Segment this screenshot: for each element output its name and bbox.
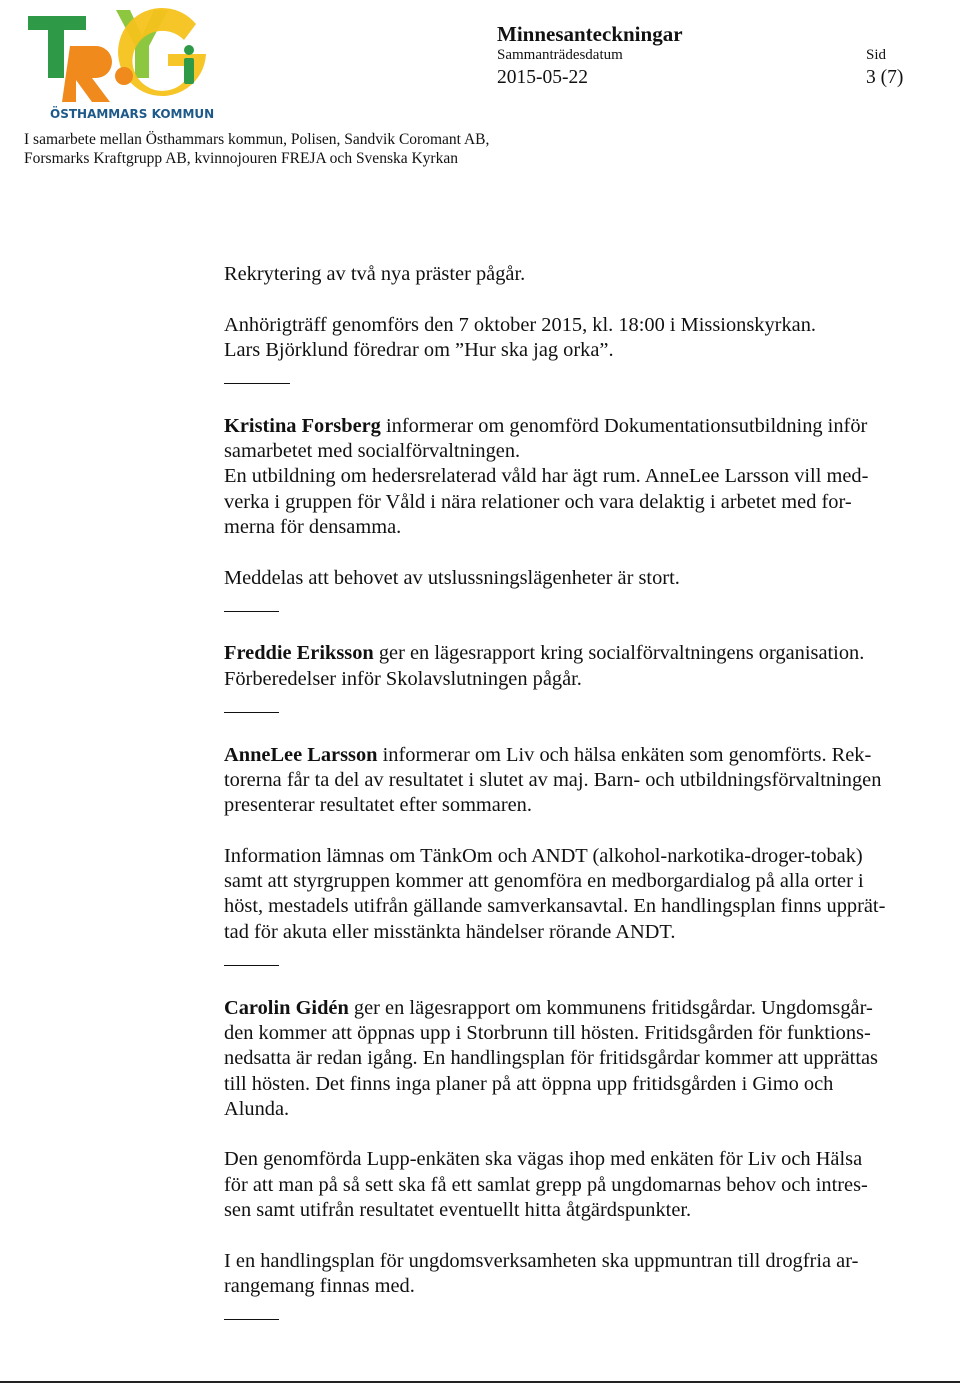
paragraph-relatives-meeting: Anhörigträff genomförs den 7 oktober 2015, kl. 18:00 i Missionskyrkan. [224,313,817,336]
section-separator [224,1299,940,1324]
paragraph-freddie: Freddie Eriksson ger en lägesrapport kring socialförvaltningens organisation. [224,642,865,665]
logo-letter-t-stem [48,16,64,78]
logo-text: ÖSTHAMMARS KOMMUN [50,107,214,121]
meeting-date: 2015-05-22 [497,67,588,88]
speaker-name: Freddie Eriksson [224,642,374,665]
logo-letter-i [184,58,194,84]
paragraph-kristina: Kristina Forsberg informerar om genomförd Dokumentationsutbildning inför [224,414,868,437]
meeting-date-label: Sammanträdesdatum [497,47,623,63]
minutes-body [224,262,940,1324]
paragraph-line: presenterar resultatet efter sommaren. [224,794,532,817]
logo-letter-r [62,46,112,102]
paragraph-line: merna för densamma. [224,515,402,538]
paragraph-line: rangemang finnas med. [224,1274,415,1297]
paragraph-line: Alunda. [224,1097,290,1120]
paragraph-line: höst, mestadels utifrån gällande samverkansavtal. En handlingsplan finns upprät- [224,895,886,918]
paragraph-carolin: Carolin Gidén ger en lägesrapport om kommunens fritidsgårdar. Ungdomsgår- [224,996,873,1019]
section-separator [224,692,940,717]
paragraph-line: nedsatta är redan igång. En handlingsplan för fritidsgårdar kommer att upprättas [224,1047,878,1070]
paragraph-line: till hösten. Det finns inga planer på att öppna upp fritidsgården i Gimo och [224,1072,834,1095]
paragraph-line: tad för akuta eller misstänkta händelser rörande ANDT. [224,920,676,943]
page-label: Sid [866,47,887,63]
paragraph-line: för att man på så sett ska få ett samlat grepp på ungdomarnas behov och intres- [224,1173,868,1196]
paragraph-relatives-speaker: Lars Björklund föredrar om ”Hur ska jag orka”. [224,338,614,361]
paragraph-lupp: Den genomförda Lupp-enkäten ska vägas ihop med enkäten för Liv och Hälsa [224,1148,863,1171]
paragraph-line: den kommer att öppnas upp i Storbrunn till hösten. Fritidsgården för funktions- [224,1021,871,1044]
paragraph-line: Förberedelser inför Skolavslutningen pågår. [224,667,582,690]
paragraph-annelee: AnneLee Larsson informerar om Liv och hälsa enkäten som genomförts. Rek- [224,743,872,766]
paragraph-line: torerna får ta del av resultatet i slutet av maj. Barn- och utbildningsförvaltningen [224,768,882,791]
paragraph-priests: Rekrytering av två nya präster pågår. [224,263,526,285]
footer-rule [0,1381,960,1383]
logo-figure-head [115,67,133,85]
speaker-name: Kristina Forsberg [224,414,381,437]
paragraph-line: verka i gruppen för Våld i nära relationer och vara delaktig i arbetet med for- [224,490,852,513]
paragraph-line: sen samt utifrån resultatet eventuellt hitta åtgärdspunkter. [224,1198,692,1221]
speaker-name: Carolin Gidén [224,996,349,1019]
paragraph-housing: Meddelas att behovet av utslussningslägenheter är stort. [224,566,680,589]
paragraph-action-plan: I en handlingsplan för ungdomsverksamheten ska uppmuntran till drogfria ar- [224,1249,859,1272]
section-separator [224,363,940,388]
section-separator [224,945,940,970]
organization-note: I samarbete mellan Östhammars kommun, Polisen, Sandvik Coromant AB, Forsmarks Kraftgrupp AB, kvinnojouren FREJA och Svenska Kyrkan [24,131,490,167]
paragraph-line: samarbetet med socialförvaltningen. [224,440,521,463]
speaker-name: AnneLee Larsson [224,743,378,766]
paragraph-line: En utbildning om hedersrelaterad våld har ägt rum. AnneLee Larsson vill med- [224,465,869,488]
trygg-logo [24,6,214,124]
page-number: 3 (7) [866,67,904,88]
paragraph-andt: Information lämnas om TänkOm och ANDT (alkohol-narkotika-droger-tobak) [224,844,863,867]
paragraph-line: samt att styrgruppen kommer att genomföra en medborgardialog på alla orter i [224,870,864,893]
section-separator [224,591,940,616]
document-title: Minnesanteckningar [497,22,683,46]
